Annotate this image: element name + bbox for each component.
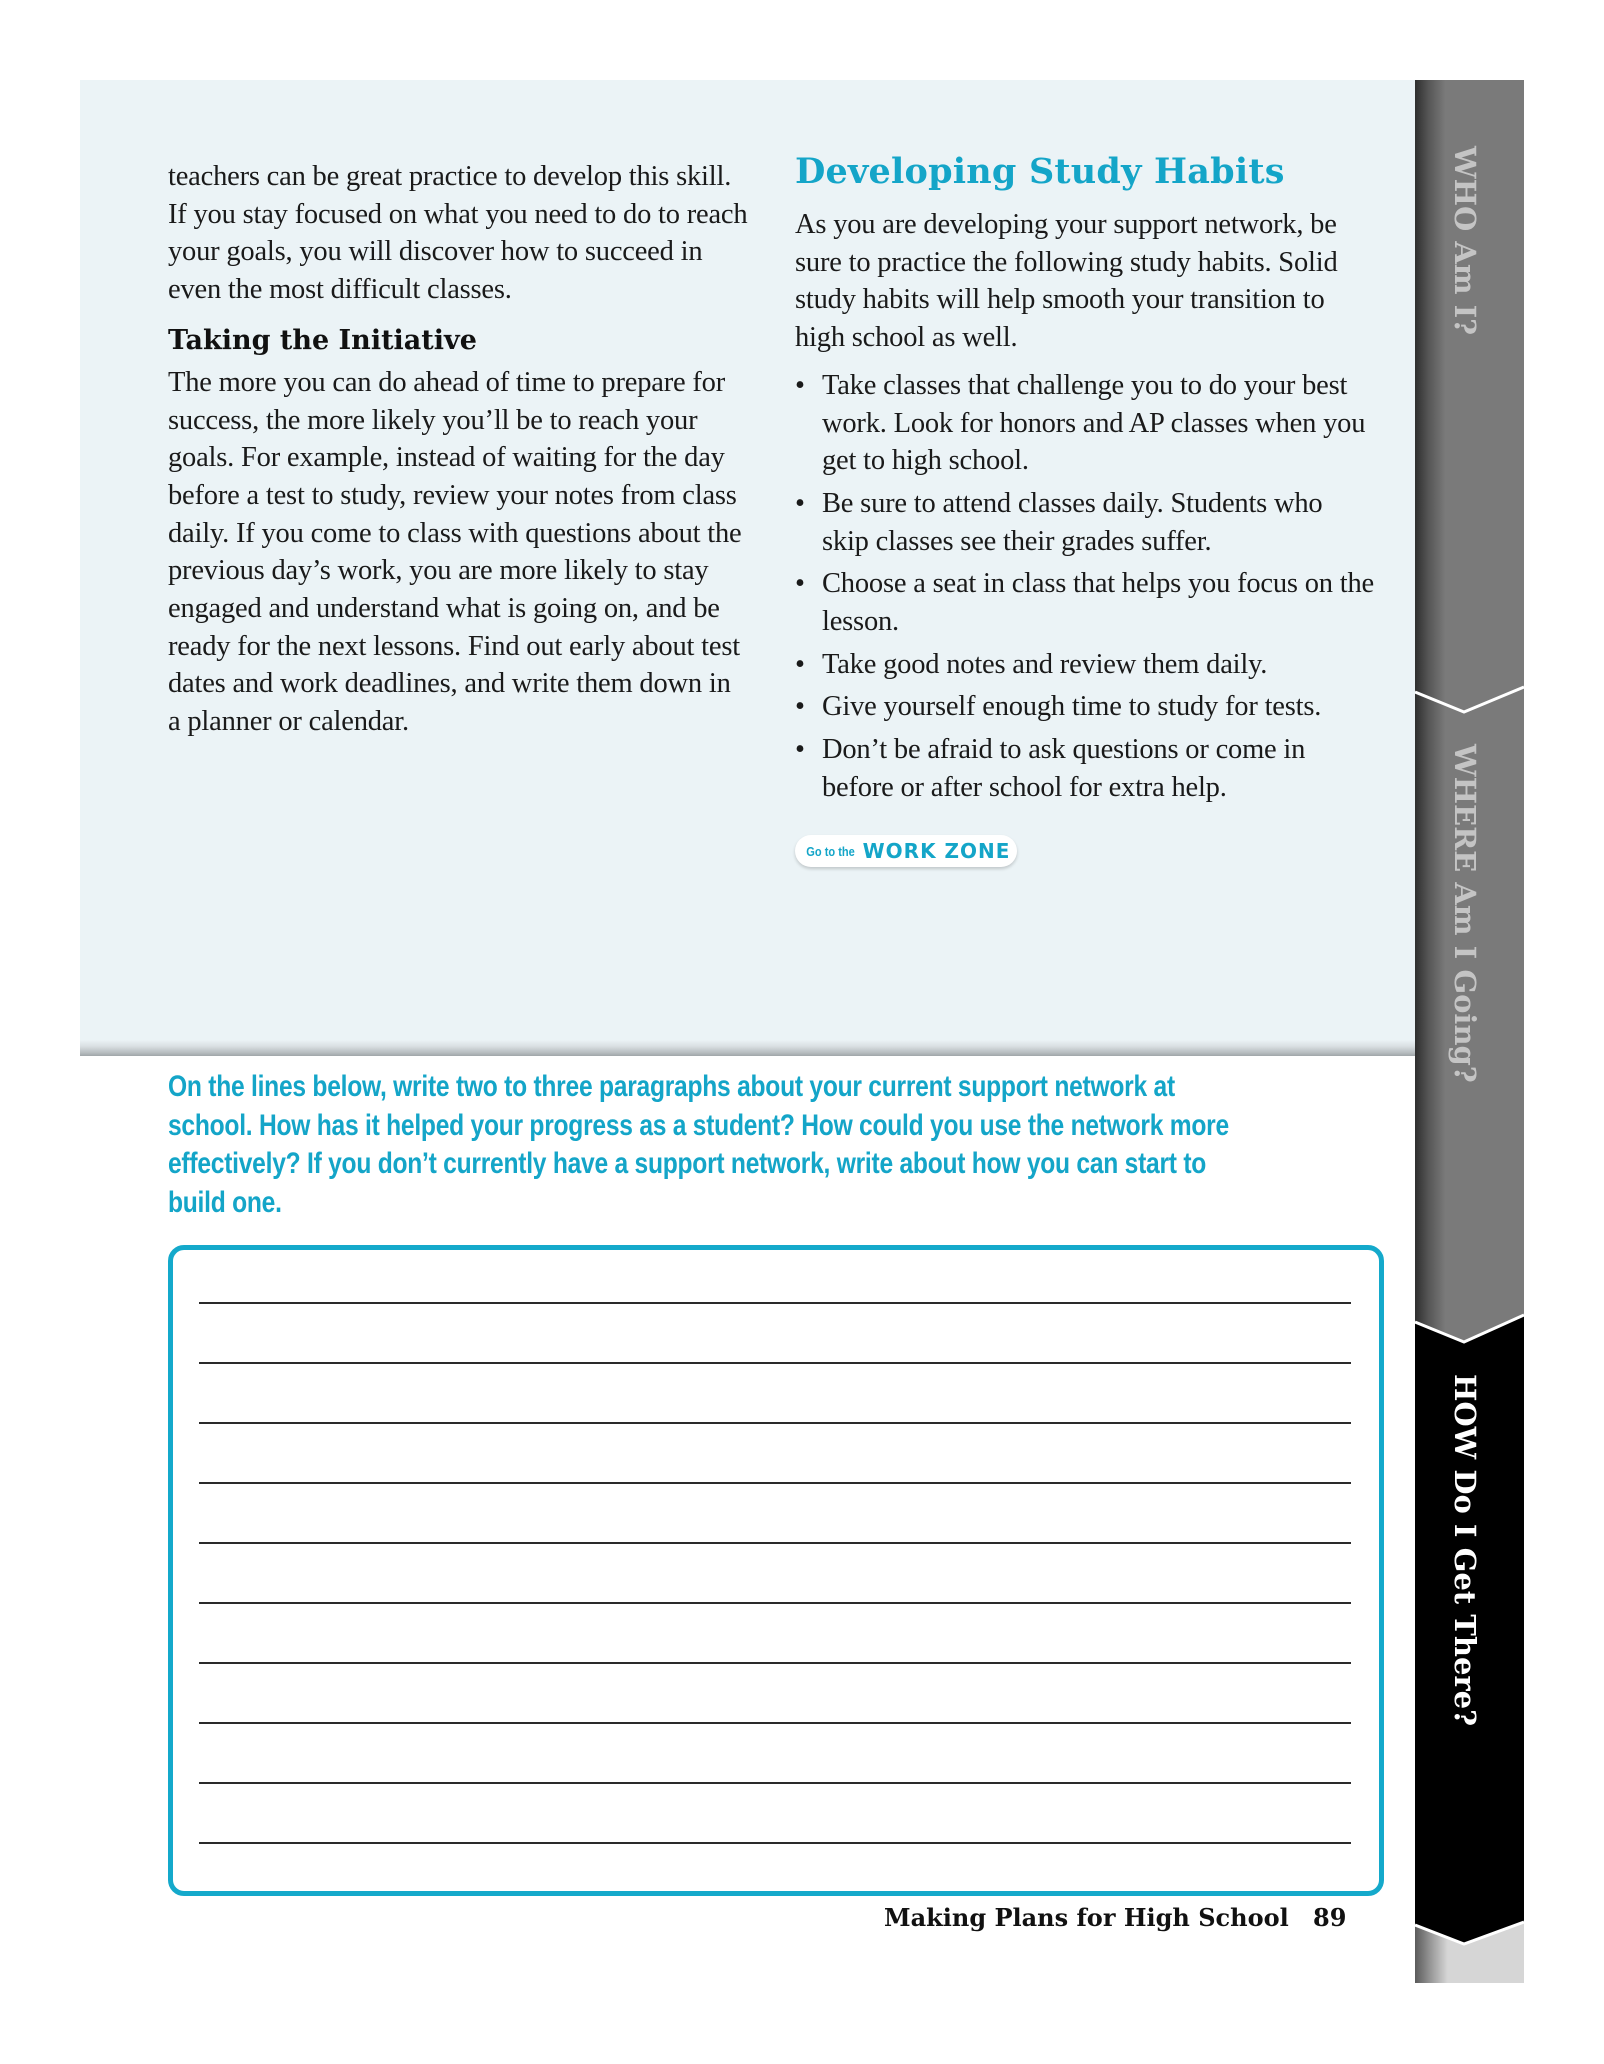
writing-area[interactable] bbox=[168, 1245, 1384, 1896]
left-column bbox=[168, 158, 748, 741]
bullet-icon: • bbox=[795, 369, 805, 401]
habit-text: Choose a seat in class that helps you focus on the lesson. bbox=[822, 568, 1374, 638]
habits-intro-paragraph: As you are developing your support network, be sure to practice the following study habits. Solid study habits will help smooth your transition to high school as well. bbox=[795, 209, 1338, 354]
footer-book-title: Making Plans for High School bbox=[884, 1903, 1289, 1932]
section-heading: Developing Study Habits bbox=[795, 151, 1285, 192]
list-item bbox=[795, 646, 1375, 684]
writing-line[interactable] bbox=[199, 1422, 1351, 1424]
tab-who-am-i[interactable]: WHO Am I? bbox=[1448, 146, 1482, 336]
habit-text: Be sure to attend classes daily. Students who skip classes see their grades suffer. bbox=[822, 487, 1323, 557]
bullet-icon: • bbox=[795, 487, 805, 519]
section-tabs bbox=[1415, 80, 1524, 1983]
writing-line[interactable] bbox=[199, 1602, 1351, 1604]
writing-line[interactable] bbox=[199, 1362, 1351, 1364]
work-zone-prefix: Go to the bbox=[805, 843, 855, 859]
habit-text: Take good notes and review them daily. bbox=[822, 648, 1268, 680]
writing-line[interactable] bbox=[199, 1722, 1351, 1724]
bullet-icon: • bbox=[795, 648, 805, 680]
activity-prompt: On the lines below, write two to three paragraphs about your current support network at school. How has it helped your progress as a student? How could you use the network more effectively? If you don’t currently have a support network, write about how you can start to build one. bbox=[168, 1070, 1229, 1219]
list-item bbox=[795, 485, 1375, 560]
writing-line[interactable] bbox=[199, 1842, 1351, 1844]
writing-line[interactable] bbox=[199, 1302, 1351, 1304]
study-habits-list bbox=[795, 367, 1375, 807]
list-item bbox=[795, 731, 1375, 806]
list-item bbox=[795, 688, 1375, 726]
habit-text: Take classes that challenge you to do your best work. Look for honors and AP classes when you get to high school. bbox=[822, 369, 1366, 477]
habit-text: Give yourself enough time to study for tests. bbox=[822, 691, 1322, 723]
writing-line[interactable] bbox=[199, 1782, 1351, 1784]
work-zone-button[interactable] bbox=[795, 835, 1017, 867]
intro-paragraph: teachers can be great practice to develop this skill. If you stay focused on what you need to do to reach your goals, you will discover how to succeed in even the most difficult classes. bbox=[168, 161, 748, 306]
subheading-taking-initiative: Taking the Initiative bbox=[168, 324, 477, 356]
list-item bbox=[795, 367, 1375, 480]
writing-line[interactable] bbox=[199, 1482, 1351, 1484]
panel-shadow-divider bbox=[80, 1040, 1415, 1056]
page-number: 89 bbox=[1313, 1903, 1347, 1932]
initiative-paragraph: The more you can do ahead of time to prepare for success, the more likely you’ll be to reach your goals. For example, instead of waiting for the day before a test to study, review your notes from class daily. If you come to class with questions about the previous day’s work, you are more likely to stay engaged and understand what is going on, and be ready for the next lessons. Find out early about test dates and work deadlines, and write them down in a planner or calendar. bbox=[168, 366, 742, 738]
bullet-icon: • bbox=[795, 568, 805, 600]
habit-text: Don’t be afraid to ask questions or come in before or after school for extra help. bbox=[822, 734, 1306, 803]
bullet-icon: • bbox=[795, 691, 805, 723]
work-zone-label: WORK ZONE bbox=[862, 839, 1011, 863]
writing-line[interactable] bbox=[199, 1542, 1351, 1544]
list-item bbox=[795, 565, 1375, 640]
bullet-icon: • bbox=[795, 734, 805, 766]
right-column bbox=[795, 151, 1375, 812]
tab-where-am-i-going[interactable]: WHERE Am I Going? bbox=[1448, 744, 1482, 1083]
writing-line[interactable] bbox=[199, 1662, 1351, 1664]
tab-how-do-i-get-there[interactable]: HOW Do I Get There? bbox=[1448, 1374, 1482, 1727]
